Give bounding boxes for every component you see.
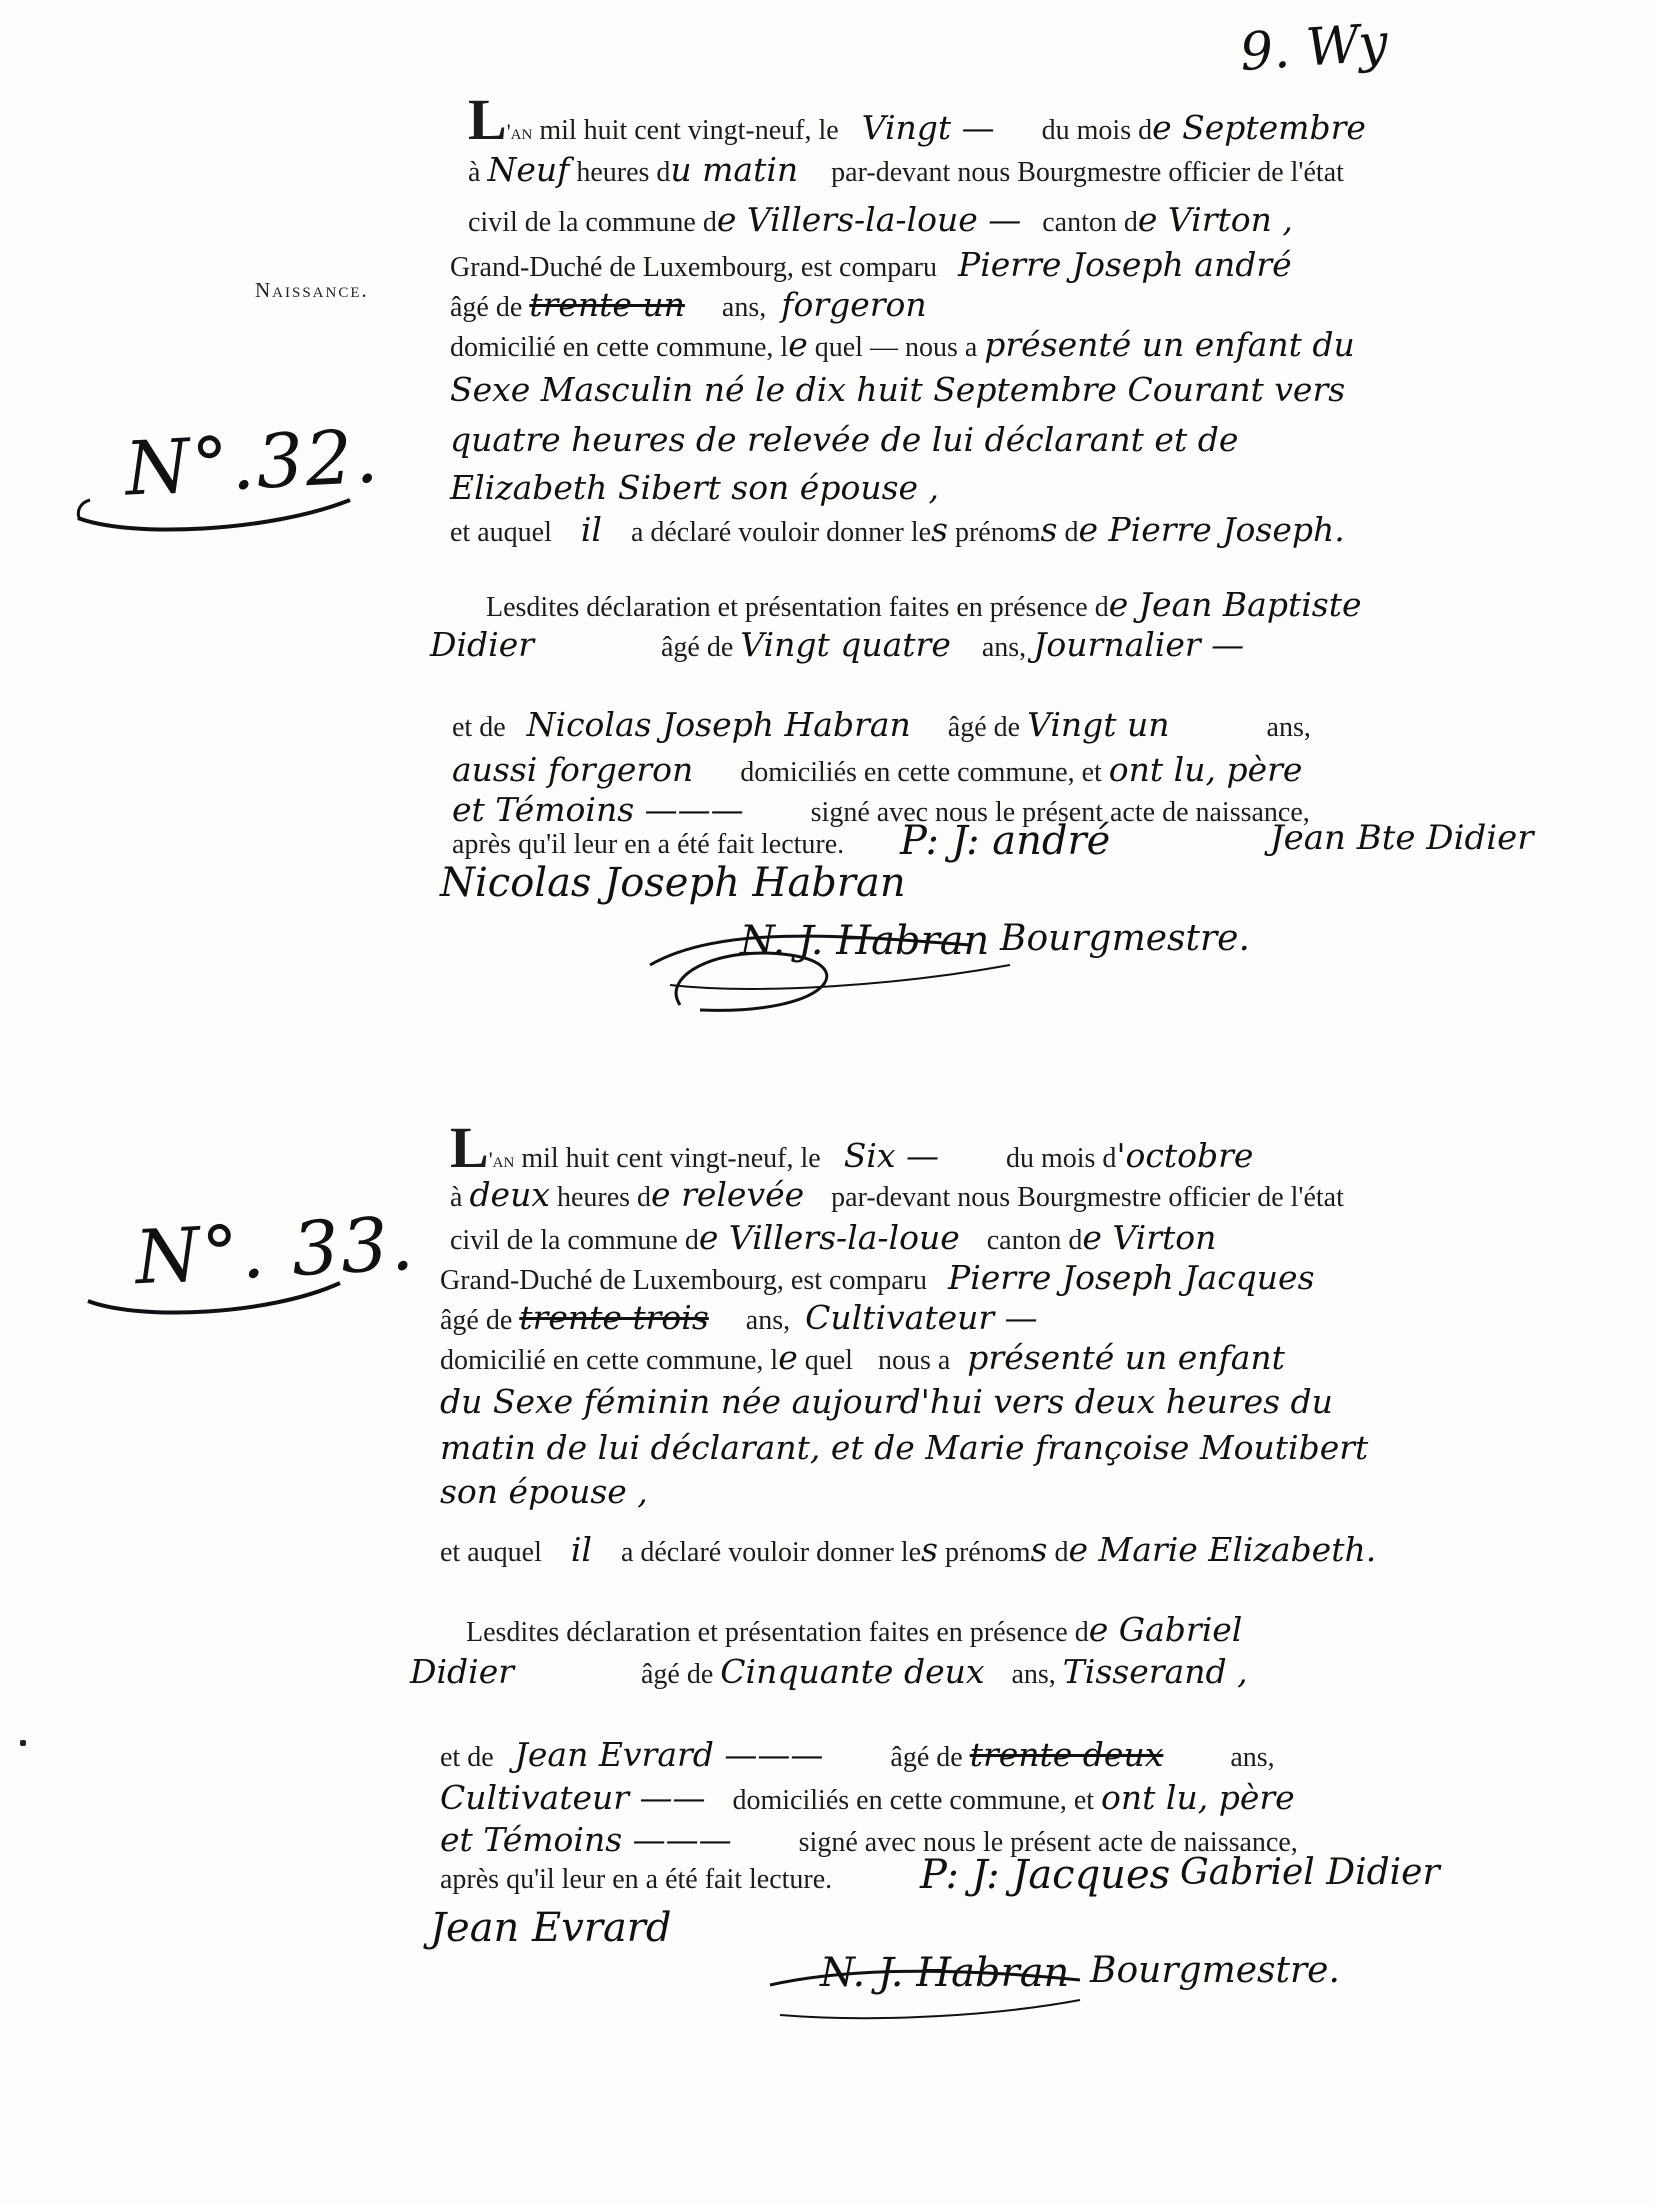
act1-line-6: domicilié en cette commune, le quel — nous a présenté un enfant du xyxy=(450,325,1355,364)
act1-line-11: Lesdites déclaration et présentation faites en présence de Jean Baptiste xyxy=(486,585,1362,624)
act2-line-1: L'an mil huit cent vingt-neuf, le Six — du mois d'octobre xyxy=(450,1115,1254,1180)
act1-line-4: Grand-Duché de Luxembourg, est comparu Pierre Joseph andré xyxy=(450,245,1292,284)
signature-witness-2: Nicolas Joseph Habran xyxy=(440,860,906,906)
act2-line-15: et Témoins ——— signé avec nous le présent acte de naissance, xyxy=(440,1820,1298,1859)
act2-line-5: âgé de trente trois ans, Cultivateur — xyxy=(440,1298,1038,1337)
act2-line-11: Lesdites déclaration et présentation faites en présence de Gabriel xyxy=(466,1610,1243,1649)
act1-line-13: et de Nicolas Joseph Habran âgé de Vingt un ans, xyxy=(452,705,1311,744)
act1-line-7: Sexe Masculin né le dix huit Septembre Courant vers xyxy=(450,370,1346,409)
act2-line-2: à deux heures de relevée par-devant nous Bourgmestre officier de l'état xyxy=(450,1175,1344,1214)
act2-line-8: matin de lui déclarant, et de Marie françoise Moutibert xyxy=(440,1428,1369,1467)
act1-line-12: Didier âgé de Vingt quatre ans, Journalier — xyxy=(430,625,1245,664)
act2-line-14: Cultivateur —— domiciliés en cette commune, et ont lu, père xyxy=(440,1778,1295,1817)
act2-line-7: du Sexe féminin née aujourd'hui vers deux heures du xyxy=(440,1382,1333,1421)
signature-declarant: P: J: andré xyxy=(900,818,1111,864)
signature-mayor: N. J. Habran xyxy=(820,1950,1070,1996)
act1-line-5: âgé de trente un ans, forgeron xyxy=(450,285,927,324)
act1-line-10: et auquel il a déclaré vouloir donner les prénoms de Pierre Joseph. xyxy=(450,510,1345,549)
drop-cap: L xyxy=(450,1115,489,1180)
act2-line-3: civil de la commune de Villers-la-loue canton de Virton xyxy=(450,1218,1217,1257)
act1-line-9: Elizabeth Sibert son épouse , xyxy=(450,468,940,507)
drop-cap: L xyxy=(468,87,507,152)
signature-witness-2: Jean Evrard xyxy=(430,1905,672,1951)
act2-line-10: et auquel il a déclaré vouloir donner les prénoms de Marie Elizabeth. xyxy=(440,1530,1377,1569)
act-number-1: N°.32. xyxy=(122,413,383,513)
signature-declarant: P: J: Jacques xyxy=(920,1852,1171,1898)
margin-heading: Naissance. xyxy=(255,278,369,302)
act2-line-16: après qu'il leur en a été fait lecture. xyxy=(440,1864,833,1895)
act2-line-9: son épouse , xyxy=(440,1472,648,1511)
act1-line-15: et Témoins ——— signé avec nous le présent acte de naissance, xyxy=(452,790,1310,829)
signature-mayor-title: Bourgmestre. xyxy=(1090,1950,1340,1991)
act1-line-2: à Neuf heures du matin par-devant nous Bourgmestre officier de l'état xyxy=(468,150,1344,189)
act1-line-1: L'an mil huit cent vingt-neuf, le Vingt — du mois de Septembre xyxy=(468,87,1366,152)
act2-line-6: domicilié en cette commune, le quel nous a présenté un enfant xyxy=(440,1338,1285,1377)
signature-mayor: N. J. Habran xyxy=(740,918,990,964)
act1-line-16: après qu'il leur en a été fait lecture. xyxy=(452,829,845,860)
signature-witness-1: Jean Bte Didier xyxy=(1270,818,1534,858)
act-number-swash-1 xyxy=(70,470,360,540)
page-reference: 9. Wy xyxy=(1238,12,1390,84)
act1-line-3: civil de la commune de Villers-la-loue — canton de Virton , xyxy=(468,200,1293,239)
signature-flourish-1 xyxy=(640,905,1020,1025)
act2-line-12: Didier âgé de Cinquante deux ans, Tisserand , xyxy=(410,1652,1248,1691)
act1-line-14: aussi forgeron domiciliés en cette commune, et ont lu, père xyxy=(452,750,1303,789)
act2-line-4: Grand-Duché de Luxembourg, est comparu Pierre Joseph Jacques xyxy=(440,1258,1315,1297)
act-number-2: N°. 33. xyxy=(132,1200,418,1302)
act2-line-13: et de Jean Evrard ——— âgé de trente deux ans, xyxy=(440,1735,1275,1774)
scan-speck xyxy=(20,1740,26,1746)
signature-mayor-title: Bourgmestre. xyxy=(1000,918,1250,959)
act-number-swash-2 xyxy=(80,1255,350,1325)
signature-witness-1: Gabriel Didier xyxy=(1180,1852,1440,1893)
act1-line-8: quatre heures de relevée de lui déclarant et de xyxy=(450,420,1239,459)
signature-flourish-2 xyxy=(760,1945,1090,2035)
